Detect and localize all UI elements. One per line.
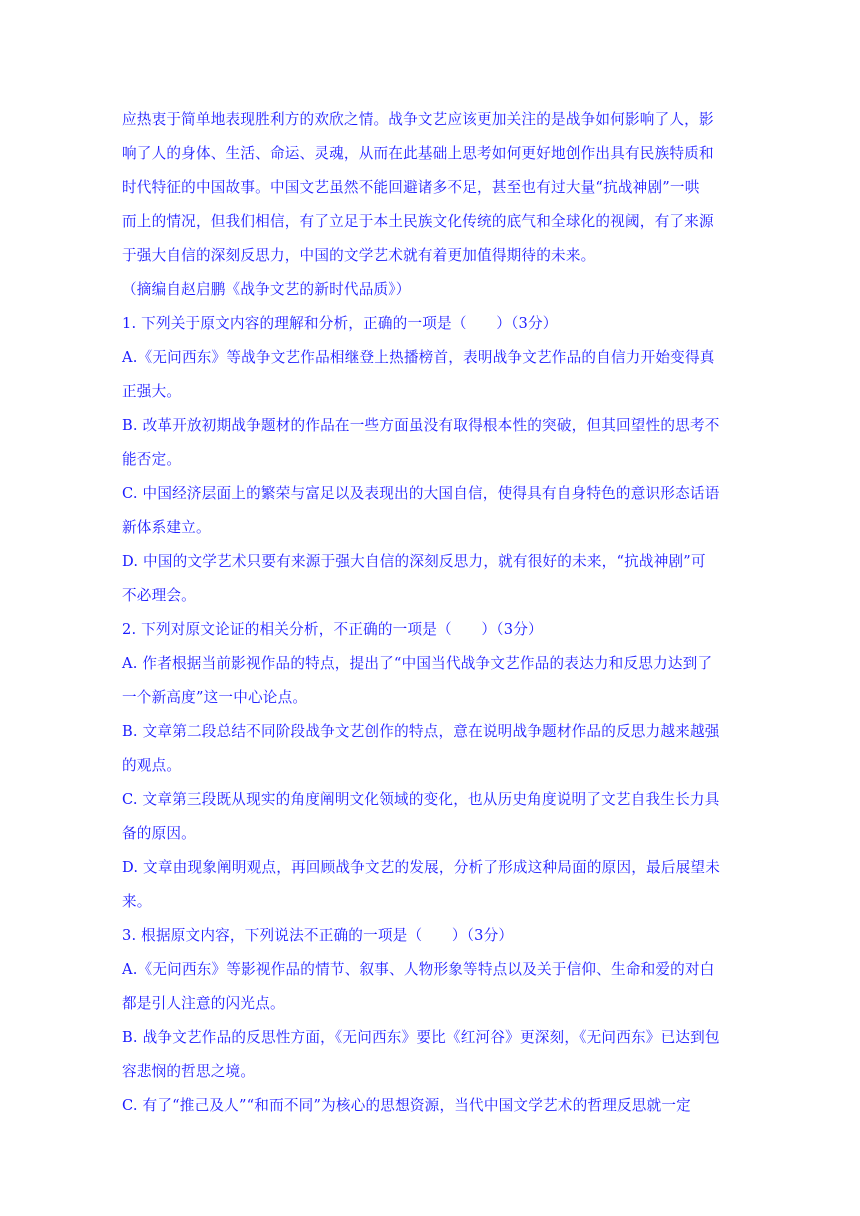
option-line: 来。 [122, 893, 152, 910]
option-line: 备的原因。 [122, 825, 196, 842]
option-line: 不必理会。 [122, 587, 196, 604]
question-1 [122, 307, 742, 613]
option-d [122, 545, 742, 613]
option-b [122, 409, 742, 477]
option-b [122, 1021, 742, 1089]
option-line: 正强大。 [122, 383, 182, 400]
option-line: 能否定。 [122, 451, 182, 468]
option-line: C. 有了“推己及人”“和而不同”为核心的思想资源，当代中国文学艺术的哲理反思就一定 [122, 1097, 691, 1114]
passage-line: 于强大自信的深刻反思力，中国的文学艺术就有着更加值得期待的未来。 [122, 247, 596, 264]
option-line: A. 作者根据当前影视作品的特点，提出了“中国当代战争文艺作品的表达力和反思力达到了 [122, 655, 713, 672]
passage-source [122, 273, 742, 307]
question-stem: 3. 根据原文内容，下列说法不正确的一项是（ ）（3分） [122, 927, 514, 944]
option-c [122, 477, 742, 545]
passage-line: 而上的情况，但我们相信，有了立足于本土民族文化传统的底气和全球化的视阈，有了来源 [122, 213, 714, 230]
option-line: A.《无问西东》等战争文艺作品相继登上热播榜首，表明战争文艺作品的自信力开始变得真 [122, 349, 715, 366]
passage-line: 时代特征的中国故事。中国文艺虽然不能回避诸多不足，甚至也有过大量“抗战神剧”一哄 [122, 179, 700, 196]
option-a [122, 341, 742, 409]
option-d [122, 851, 742, 919]
option-line: 容悲悯的哲思之境。 [122, 1063, 256, 1080]
document-body [122, 103, 742, 1123]
question-3 [122, 919, 742, 1123]
option-line: D. 中国的文学艺术只要有来源于强大自信的深刻反思力，就有很好的未来，“抗战神剧”可 [122, 553, 706, 570]
option-line: 新体系建立。 [122, 519, 211, 536]
question-2 [122, 613, 742, 919]
passage-line: 应热衷于简单地表现胜利方的欢欣之情。战争文艺应该更加关注的是战争如何影响了人，影 [122, 111, 714, 128]
option-c [122, 1089, 742, 1123]
option-line: C. 文章第三段既从现实的角度阐明文化领域的变化，也从历史角度说明了文艺自我生长力具 [122, 791, 720, 808]
option-b [122, 715, 742, 783]
option-line: 一个新高度”这一中心论点。 [122, 689, 308, 706]
option-c [122, 783, 742, 851]
question-stem: 2. 下列对原文论证的相关分析，不正确的一项是（ ）（3分） [122, 621, 543, 638]
option-line: 都是引人注意的闪光点。 [122, 995, 285, 1012]
option-line: A.《无问西东》等影视作品的情节、叙事、人物形象等特点以及关于信仰、生命和爱的对白 [122, 961, 715, 978]
option-a [122, 647, 742, 715]
option-line: B. 文章第二段总结不同阶段战争文艺创作的特点，意在说明战争题材作品的反思力越来越强 [122, 723, 720, 740]
option-line: 的观点。 [122, 757, 182, 774]
passage-line: 响了人的身体、生活、命运、灵魂，从而在此基础上思考如何更好地创作出具有民族特质和 [122, 145, 714, 162]
option-line: D. 文章由现象阐明观点，再回顾战争文艺的发展，分析了形成这种局面的原因，最后展望未 [122, 859, 721, 876]
option-a [122, 953, 742, 1021]
question-stem: 1. 下列关于原文内容的理解和分析，正确的一项是（ ）（3分） [122, 315, 558, 332]
source-citation: （摘编自赵启鹏《战争文艺的新时代品质》） [122, 281, 411, 298]
option-line: C. 中国经济层面上的繁荣与富足以及表现出的大国自信，使得具有自身特色的意识形态话语 [122, 485, 720, 502]
passage-paragraph [122, 103, 742, 273]
option-line: B. 战争文艺作品的反思性方面，《无问西东》要比《红河谷》更深刻，《无问西东》已达到包 [122, 1029, 720, 1046]
option-line: B. 改革开放初期战争题材的作品在一些方面虽没有取得根本性的突破，但其回望性的思考不 [122, 417, 720, 434]
